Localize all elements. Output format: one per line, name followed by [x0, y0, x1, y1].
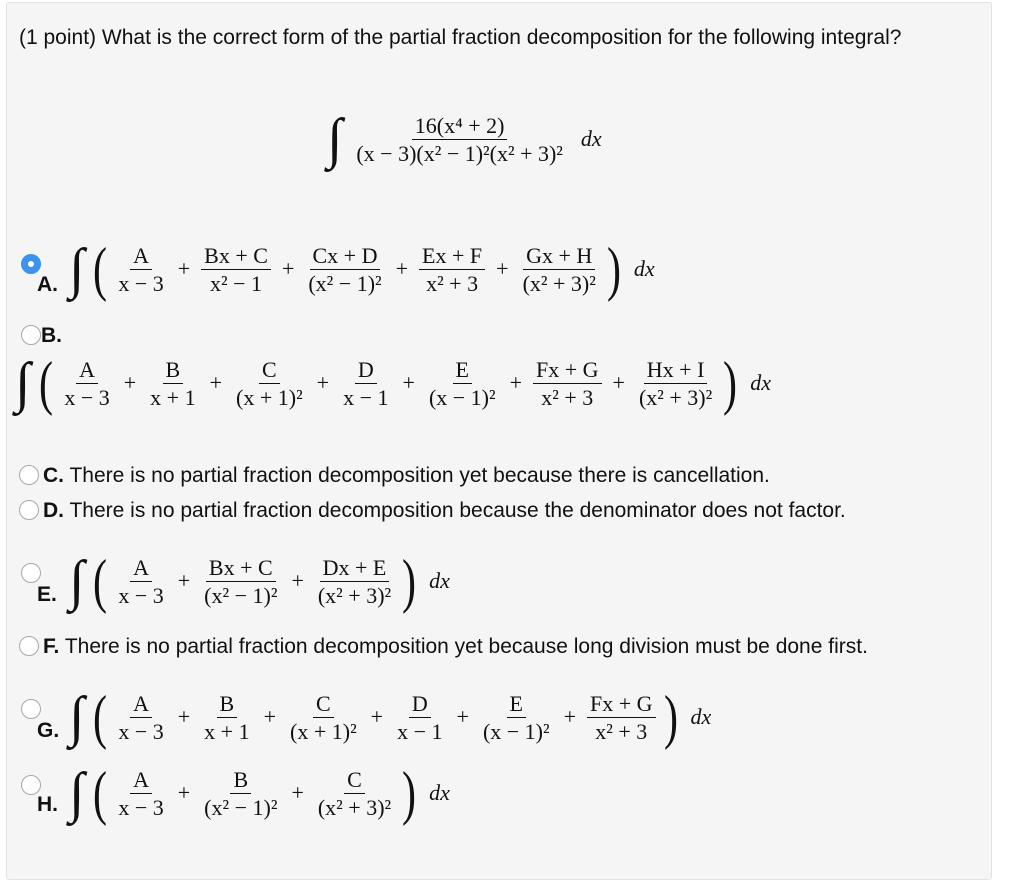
option-e-integral-sign: ∫ [69, 550, 85, 612]
option-f-letter: F. [43, 635, 60, 658]
option-b-term-3-numerator: C [259, 356, 280, 384]
option-d-letter: D. [43, 499, 64, 522]
option-h-term-2-denominator: (x² − 1)² [204, 794, 278, 820]
option-b-term-5-denominator: (x − 1)² [428, 384, 496, 410]
option-g-plus: + [563, 704, 577, 729]
option-g-term-3-numerator: C [313, 690, 334, 718]
option-b-term-7-numerator: Hx + I [644, 356, 708, 384]
radio-option-h[interactable] [21, 775, 41, 795]
option-b-term-4-numerator: D [355, 356, 377, 384]
radio-option-d[interactable] [19, 500, 39, 520]
option-g-term-6-denominator: x² + 3 [595, 718, 648, 744]
option-h-dx: dx [429, 780, 450, 805]
option-b-term-5-numerator: E [453, 356, 472, 384]
option-a-term-1-denominator: x − 3 [118, 270, 164, 296]
option-h-plus: + [291, 780, 304, 805]
radio-option-e[interactable] [21, 563, 41, 583]
option-b-dx: dx [750, 370, 771, 395]
option-f[interactable] [19, 631, 959, 662]
option-e-term-2-numerator: Bx + C [206, 554, 276, 582]
option-g-term-2-numerator: B [217, 690, 238, 718]
option-b-plus: + [402, 370, 415, 395]
option-g-term-6 [587, 690, 656, 745]
option-e-term-2-denominator: (x² − 1)² [204, 582, 278, 608]
option-a-plus: + [496, 256, 509, 281]
option-g-term-3 [287, 690, 360, 745]
option-b-term-6 [533, 356, 602, 411]
option-a-term-4-denominator: x² + 3 [426, 270, 479, 296]
option-g-plus: + [456, 704, 469, 729]
option-b-plus: + [509, 370, 523, 395]
option-g-dx: dx [690, 704, 712, 729]
option-e-dx: dx [429, 568, 450, 593]
option-h-expression [69, 760, 450, 826]
radio-option-b[interactable] [21, 325, 41, 345]
option-h-plus: + [177, 780, 191, 805]
option-b-integral-sign: ∫ [15, 352, 31, 414]
option-a-plus: + [395, 256, 409, 281]
option-b-term-3-denominator: (x + 1)² [236, 384, 303, 410]
question-points: (1 point) [19, 26, 97, 49]
option-g-term-3-denominator: (x + 1)² [290, 718, 357, 744]
option-a-term-4 [419, 242, 485, 297]
option-b-term-2-numerator: B [163, 356, 184, 384]
option-e-plus: + [291, 568, 304, 593]
option-g-plus: + [370, 704, 384, 729]
option-c-text: There is no partial fraction decomposition yet because there is cancellation. [69, 464, 770, 487]
option-b-plus: + [612, 370, 625, 395]
option-b-term-7-denominator: (x² + 3)² [638, 384, 713, 410]
option-h-integral-sign: ∫ [69, 762, 85, 824]
option-b-left-paren: ( [39, 350, 54, 416]
option-b-term-5 [426, 356, 499, 411]
question-text: What is the correct form of the partial fraction decomposition for the following integral? [101, 26, 902, 49]
radio-option-a[interactable] [21, 254, 41, 274]
option-e-plus: + [177, 568, 191, 593]
option-a-term-5-denominator: (x² + 3)² [522, 270, 596, 296]
option-g-left-paren: ( [93, 684, 108, 750]
option-h-term-2 [201, 766, 280, 821]
option-g-term-2-denominator: x + 1 [204, 718, 250, 744]
option-h-term-3-denominator: (x² + 3)² [317, 794, 392, 820]
option-b-term-1-denominator: x − 3 [64, 384, 110, 410]
option-b-term-2-denominator: x + 1 [150, 384, 196, 410]
option-g-term-5-denominator: (x − 1)² [482, 718, 550, 744]
option-e-left-paren: ( [93, 548, 108, 614]
option-b-term-4 [340, 356, 391, 411]
option-e-term-1 [115, 554, 166, 609]
option-g-term-1-numerator: A [130, 690, 152, 718]
option-a-term-2 [201, 242, 271, 297]
option-b-term-6-denominator: x² + 3 [541, 384, 594, 410]
option-d-text: There is no partial fraction decomposition because the denominator does not factor. [69, 499, 846, 522]
option-e-letter: E. [37, 583, 57, 606]
option-e-right-paren: ) [402, 548, 417, 614]
option-g-term-1-denominator: x − 3 [118, 718, 164, 744]
integral-sign: ∫ [327, 108, 343, 170]
option-g-term-4-denominator: x − 1 [397, 718, 443, 744]
option-a-term-4-numerator: Ex + F [419, 242, 485, 270]
main-numerator: 16(x⁴ + 2) [412, 112, 508, 140]
option-e-term-1-numerator: A [130, 554, 152, 582]
option-g-term-4-numerator: D [409, 690, 431, 718]
option-a-dx: dx [633, 256, 655, 281]
option-a-expression [69, 236, 655, 302]
option-a-term-3-numerator: Cx + D [310, 242, 381, 270]
option-a-right-paren: ) [606, 236, 621, 302]
option-h-term-3 [315, 766, 394, 821]
option-e-term-3-denominator: (x² + 3)² [317, 582, 392, 608]
option-c[interactable] [19, 460, 959, 491]
main-dx: dx [580, 126, 602, 151]
radio-option-c[interactable] [19, 465, 39, 485]
option-a-term-3-denominator: (x² − 1)² [308, 270, 382, 296]
option-h-term-1 [115, 766, 166, 821]
option-g-integral-sign: ∫ [69, 686, 85, 748]
option-g-term-2 [201, 690, 252, 745]
option-b-term-1 [61, 356, 112, 411]
option-a-integral-sign: ∫ [69, 238, 85, 300]
option-b-expression [15, 350, 771, 416]
option-c-letter: C. [43, 464, 64, 487]
option-g-right-paren: ) [663, 684, 678, 750]
option-a-term-1 [115, 242, 166, 297]
option-a-term-1-numerator: A [130, 242, 152, 270]
option-g-term-4 [394, 690, 445, 745]
option-a-letter: A. [37, 273, 58, 296]
main-integral [327, 108, 602, 170]
option-b-term-1-numerator: A [76, 356, 98, 384]
option-g-plus: + [263, 704, 277, 729]
option-h-left-paren: ( [93, 760, 108, 826]
option-g-term-5-numerator: E [507, 690, 526, 718]
option-a-term-2-denominator: x² − 1 [210, 270, 263, 296]
option-b-term-7 [636, 356, 715, 411]
option-g-letter: G. [37, 719, 60, 742]
radio-option-f[interactable] [19, 636, 39, 656]
option-g-term-5 [480, 690, 553, 745]
option-b-right-paren: ) [723, 350, 738, 416]
option-a-term-5 [520, 242, 599, 297]
option-e-term-3 [315, 554, 394, 609]
option-g-term-1 [115, 690, 166, 745]
option-b-term-6-numerator: Fx + G [533, 356, 602, 384]
option-h-term-3-numerator: C [344, 766, 365, 794]
option-a-left-paren: ( [93, 236, 108, 302]
option-h-term-1-numerator: A [130, 766, 152, 794]
option-a-plus: + [281, 256, 295, 281]
option-e-term-1-denominator: x − 3 [118, 582, 164, 608]
option-b-term-3 [233, 356, 306, 411]
main-fraction [353, 112, 566, 167]
main-denominator: (x − 3)(x² − 1)²(x² + 3)² [356, 140, 563, 166]
option-b-plus: + [316, 370, 330, 395]
question-panel [6, 2, 992, 880]
option-e-term-3-numerator: Dx + E [320, 554, 390, 582]
option-b-letter: B. [41, 324, 62, 347]
option-h-term-1-denominator: x − 3 [118, 794, 164, 820]
option-e-term-2 [201, 554, 280, 609]
option-b-plus: + [209, 370, 223, 395]
option-d[interactable] [19, 495, 959, 526]
option-b-term-2 [147, 356, 198, 411]
option-g-expression [69, 684, 712, 750]
option-e-expression [69, 548, 450, 614]
option-g-plus: + [177, 704, 191, 729]
option-a-term-5-numerator: Gx + H [523, 242, 595, 270]
option-a-term-2-numerator: Bx + C [201, 242, 271, 270]
option-g-term-6-numerator: Fx + G [587, 690, 656, 718]
option-h-term-2-numerator: B [230, 766, 251, 794]
question-prompt [19, 23, 969, 52]
option-b-term-4-denominator: x − 1 [343, 384, 389, 410]
option-h-letter: H. [37, 793, 58, 816]
option-b-plus: + [123, 370, 137, 395]
option-h-right-paren: ) [402, 760, 417, 826]
option-f-text: There is no partial fraction decomposition yet because long division must be done first. [64, 635, 868, 658]
option-a-term-3 [305, 242, 384, 297]
radio-option-g[interactable] [21, 699, 41, 719]
option-a-plus: + [177, 256, 191, 281]
